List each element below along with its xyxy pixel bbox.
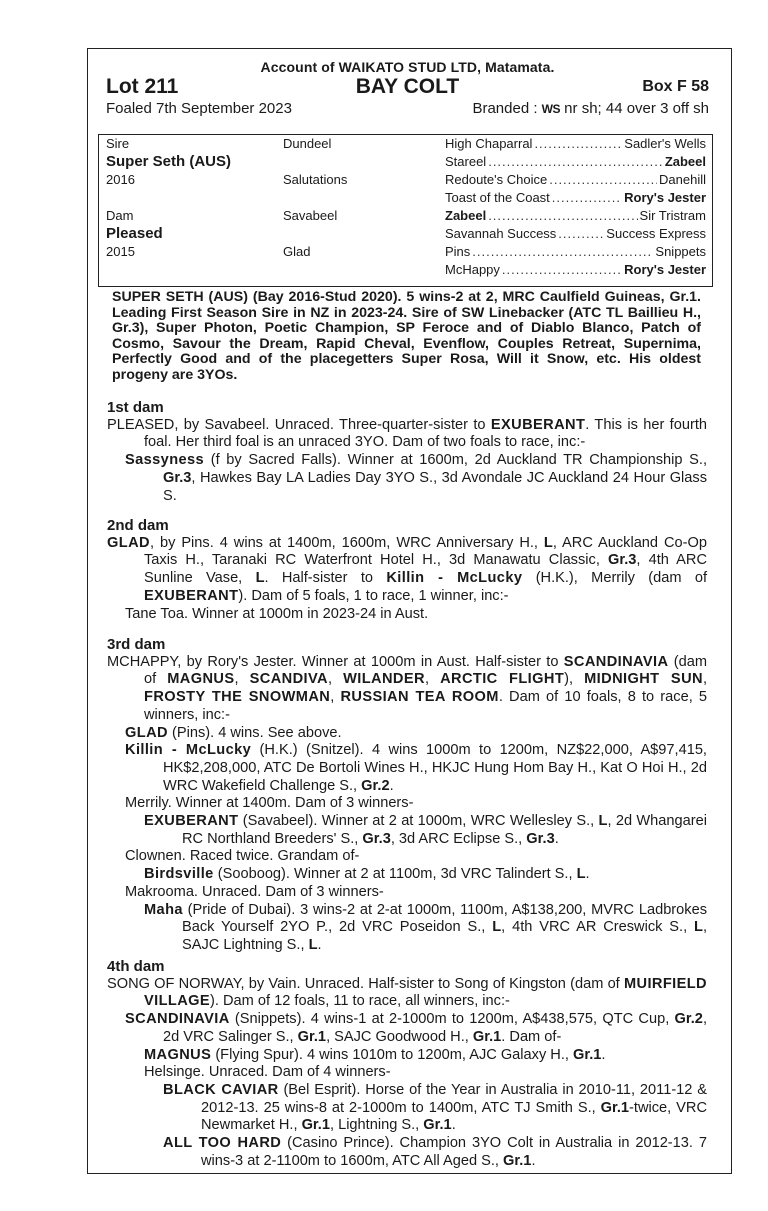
grand-right: Danehill <box>659 172 706 187</box>
progeny-entry: Clownen. Raced twice. Grandam of- <box>125 848 360 865</box>
second-dam-section <box>107 517 707 623</box>
foaled-date: Foaled 7th September 2023 <box>106 100 292 117</box>
grand-row <box>445 135 706 153</box>
sire-dam: Salutations <box>283 172 348 187</box>
grand-left: Stareel <box>445 154 487 169</box>
dam-sire: Savabeel <box>283 208 338 223</box>
grand-row <box>445 243 706 261</box>
dam-entry: GLAD, by Pins. 4 wins at 1400m, 1600m, WRC Anniversary H., L, ARC Auckland Co-Op Taxis H., Taranaki RC Waterfront Hotel H., 3d Manawatu Classic, Gr.3, 4th ARC Sunline Vase, L. Half-sister to Killin - McLucky (H.K.), Merrily (dam of EXUBERANT). Dam of 5 foals, 1 to race, 1 winner, inc:- <box>107 534 707 604</box>
branded-suffix: nr sh; 44 over 3 off sh <box>560 100 709 117</box>
dam-label: Dam <box>106 208 134 223</box>
progeny-entry: MAGNUS (Flying Spur). 4 wins 1010m to 1200m, AJC Galaxy H., Gr.1. <box>144 1046 606 1063</box>
progeny-entry: Maha (Pride of Dubai). 3 wins-2 at 2-at 1000m, 1100m, A$138,200, MVRC Ladbrokes Back Yourself 2YO P., 2d VRC Poseidon S., L, 4th VRC AR Creswick S., L, SAJC Lightning S., L. <box>144 901 707 953</box>
brand-mark: WS <box>541 102 561 116</box>
section-title: 1st dam <box>107 399 164 416</box>
grand-row <box>445 225 706 243</box>
lot-number: Lot 211 <box>106 75 179 98</box>
progeny-entry: BLACK CAVIAR (Bel Esprit). Horse of the Year in Australia in 2010-11, 2011-12 & 2012-13. 25 wins-8 at 2-1000m to 1400m, ATC TJ Smith S., Gr.1-twice, VRC Newmarket H., Gr.1, Lightning S., Gr.1. <box>163 1081 707 1134</box>
progeny-entry: Killin - McLucky (H.K.) (Snitzel). 4 wins 1000m to 1200m, NZ$22,000, A$97,415, HK$2,208,000, ATC De Bortoli Wines H., HKJC Hung Hom Bay H., Kat O Hoi H., 2d WRC Wakefield Challenge S., Gr.2. <box>125 742 707 794</box>
progeny-entry: SCANDINAVIA (Snippets). 4 wins-1 at 2-1000m to 1200m, A$438,575, QTC Cup, Gr.2, 2d VRC Salinger S., Gr.1, SAJC Goodwood H., Gr.1. Dam of- <box>125 1011 707 1045</box>
pedigree-table <box>98 134 713 287</box>
progeny-entry: Sassyness (f by Sacred Falls). Winner at 1600m, 2d Auckland TR Championship S., Gr.3, Hawkes Bay LA Ladies Day 3YO S., 3d Avondale JC Auckland 24 Hour Glass S. <box>125 452 707 504</box>
grand-right: Sir Tristram <box>639 208 706 223</box>
branded-info <box>472 100 709 117</box>
grand-row <box>445 171 706 189</box>
dam-entry: PLEASED, by Savabeel. Unraced. Three-quarter-sister to EXUBERANT. This is her fourth foal. Her third foal is an unraced 3YO. Dam of two foals to race, inc:- <box>107 416 708 451</box>
progeny-entry: EXUBERANT (Savabeel). Winner at 2 at 1000m, WRC Wellesley S., L, 2d Whangarei RC Northland Breeders' S., Gr.3, 3d ARC Eclipse S., Gr.3. <box>144 813 707 847</box>
branded-prefix: Branded : <box>472 100 542 117</box>
box-number: Box F 58 <box>642 78 709 95</box>
section-title: 4th dam <box>107 958 165 975</box>
grand-right: Rory's Jester <box>624 190 706 205</box>
grand-row <box>445 207 706 225</box>
sire-label: Sire <box>106 136 130 151</box>
grand-left: Zabeel <box>445 208 487 223</box>
sire-year: 2016 <box>106 172 135 187</box>
progeny-entry: ALL TOO HARD (Casino Prince). Champion 3YO Colt in Australia in 2012-13. 7 wins-3 at 2-1100m to 1600m, ATC All Aged S., Gr.1. <box>163 1135 707 1169</box>
grand-row <box>445 153 706 171</box>
grand-right: Sadler's Wells <box>624 136 706 151</box>
grand-right: Success Express <box>606 226 706 241</box>
grand-left: Redoute's Choice <box>445 172 548 187</box>
progeny-entry: Helsinge. Unraced. Dam of 4 winners- <box>144 1064 391 1081</box>
progeny-entry: GLAD (Pins). 4 wins. See above. <box>125 724 342 741</box>
grand-left: Savannah Success <box>445 226 557 241</box>
dam-year: 2015 <box>106 244 135 259</box>
horse-description: BAY COLT <box>355 75 460 98</box>
vendor-account: Account of WAIKATO STUD LTD, Matamata. <box>260 59 555 75</box>
grand-right: Zabeel <box>664 154 706 169</box>
dam-entry: MCHAPPY, by Rory's Jester. Winner at 1000m in Aust. Half-sister to SCANDINAVIA (dam of MAGNUS, SCANDIVA, WILANDER, ARCTIC FLIGHT), MIDNIGHT SUN, FROSTY THE SNOWMAN, RUSSIAN TEA ROOM. Dam of 10 foals, 8 to race, 5 winners, inc:- <box>107 653 708 723</box>
progeny-entry: Makrooma. Unraced. Dam of 3 winners- <box>125 883 384 900</box>
progeny-entry: Merrily. Winner at 1400m. Dam of 3 winners- <box>125 795 414 812</box>
grand-left: Toast of the Coast <box>445 190 550 205</box>
grand-row <box>445 261 706 279</box>
grand-right: Snippets <box>655 244 706 259</box>
third-dam-section <box>107 636 707 955</box>
grand-left: High Chaparral <box>445 136 533 151</box>
progeny-entry: Tane Toa. Winner at 1000m in 2023-24 in Aust. <box>125 605 429 622</box>
dam-name: Pleased <box>106 225 163 242</box>
sire-summary: SUPER SETH (AUS) (Bay 2016-Stud 2020). 5 wins-2 at 2, MRC Caulfield Guineas, Gr.1. Leading First Season Sire in NZ in 2023-24. Sire of SW Linebacker (ATC TL Baillieu H., Gr.3), Super Photon, Poetic Champion, SP Feroce and of Diablo Blanco, Patch of Cosmo, Savour the Dream, Rapid Cheval, Evenflow, Couples Retreat, Supernima, Perfectly Good and of the placegetters Super Rosa, Will it Snow, etc. His oldest progeny are 3YOs. <box>112 289 701 383</box>
fourth-dam-section <box>107 958 707 1170</box>
dam-dam: Glad <box>283 244 311 259</box>
section-title: 2nd dam <box>107 517 169 534</box>
page-header <box>106 49 709 118</box>
grand-left: McHappy <box>445 262 500 277</box>
progeny-entry: Birdsville (Sooboog). Winner at 2 at 1100m, 3d VRC Talindert S., L. <box>144 866 590 883</box>
sire-sire: Dundeel <box>283 136 332 151</box>
first-dam-section <box>107 399 707 505</box>
grand-row <box>445 189 706 207</box>
grand-right: Rory's Jester <box>624 262 706 277</box>
dam-entry: SONG OF NORWAY, by Vain. Unraced. Half-sister to Song of Kingston (dam of MUIRFIELD VILLAGE). Dam of 12 foals, 11 to race, all winners, inc:- <box>107 975 707 1010</box>
section-title: 3rd dam <box>107 636 166 653</box>
grand-left: Pins <box>445 244 471 259</box>
sire-name: Super Seth (AUS) <box>106 153 232 170</box>
catalogue-page <box>87 48 732 1174</box>
